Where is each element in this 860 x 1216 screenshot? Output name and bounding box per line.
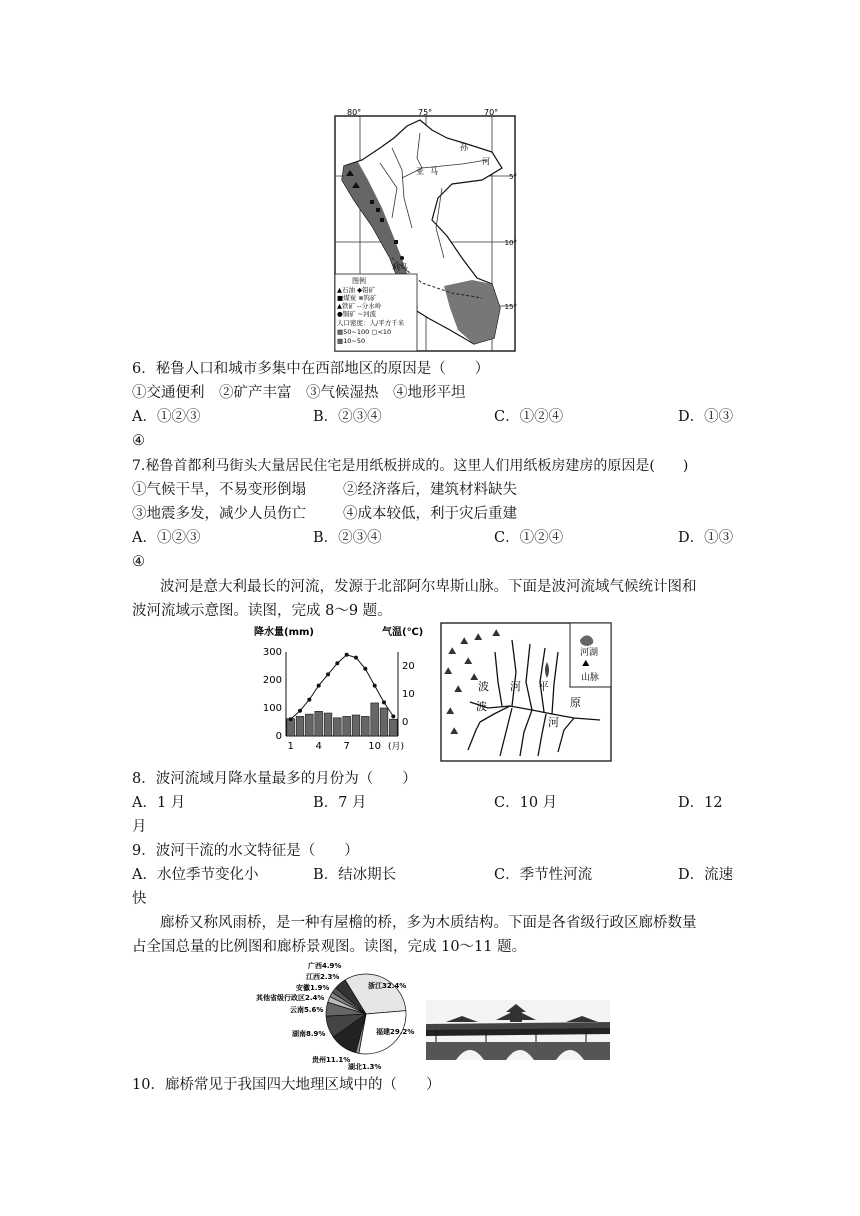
- q6-option-d[interactable]: D．①③: [678, 409, 734, 425]
- temp-tick-0: 0: [402, 717, 409, 728]
- po-legend-lake: 河湖: [580, 648, 599, 658]
- pie-label-jiangxi: 江西2.3%: [306, 973, 340, 981]
- temp-point-6: [335, 661, 339, 665]
- precip-bar-4: [315, 711, 323, 736]
- climate-ylabel-left: 降水量(mm): [254, 627, 314, 638]
- svg-text:⛰: ⛰: [470, 672, 479, 683]
- q8-option-b[interactable]: B．7 月: [313, 795, 367, 811]
- po-label-4: 原: [570, 696, 581, 709]
- q6-stem: 6．秘鲁人口和城市多集中在西部地区的原因是（ ）: [132, 361, 490, 377]
- bridge-intro-line1: 廊桥又称风雨桥，是一种有屋檐的桥，多为木质结构。下面是各省级行政区廊桥数量: [160, 915, 697, 931]
- q9-option-d-wrap: 快: [132, 891, 147, 907]
- po-climate-chart: [248, 622, 433, 762]
- pie-label-guizhou: 贵州11.1%: [312, 1056, 351, 1064]
- covered-bridge-photo: [426, 1000, 610, 1060]
- q7-stem: 7.秘鲁首都利马街头大量居民住宅是用纸板拼成的。这里人们用纸板房建房的原因是( ): [132, 458, 689, 474]
- po-label-1: 波: [478, 680, 489, 693]
- peru-map: [332, 108, 518, 354]
- q6-option-b[interactable]: B．②③④: [313, 409, 382, 425]
- svg-text:⛰: ⛰: [444, 666, 453, 677]
- legend-density-title: 人口密度：人/平方千米: [337, 319, 405, 327]
- pie-label-hunan: 湖南8.9%: [292, 1030, 326, 1038]
- temp-tick-10: 10: [402, 689, 415, 700]
- climate-chart-svg: [248, 622, 433, 762]
- q6-option-c[interactable]: C．①②④: [494, 409, 564, 425]
- legend-item-3: ▲铁矿 --分水岭: [337, 302, 382, 310]
- temp-point-5: [326, 672, 330, 676]
- legend-item-4: ●铜矿 ~河流: [337, 310, 377, 318]
- q7-choice-4: ④成本较低，利于灾后重建: [343, 506, 517, 522]
- pie-label-fujian: 福建29.2%: [376, 1028, 415, 1036]
- po-label-3: 平: [538, 680, 549, 693]
- temp-point-3: [307, 698, 311, 702]
- po-label-2: 河: [510, 680, 521, 693]
- q9-option-b[interactable]: B．结冰期长: [313, 867, 397, 883]
- peru-map-svg: [332, 108, 518, 354]
- river-char-ya: 亚: [416, 167, 424, 176]
- bridge-intro-line2: 占全国总量的比例图和廊桥景观图。读图，完成 10～11 题。: [132, 939, 527, 955]
- po-basin-map-svg: [440, 622, 612, 762]
- precip-bar-3: [305, 714, 313, 736]
- precip-tick-100: 100: [262, 703, 282, 714]
- pie-label-zhejiang: 浙江32.4%: [368, 982, 407, 990]
- month-tick-4: 4: [315, 741, 322, 752]
- temp-point-2: [298, 709, 302, 713]
- river-char-ma: 马: [430, 167, 438, 176]
- po-intro-line1: 波河是意大利最长的河流，发源于北部阿尔卑斯山脉。下面是波河流域气候统计图和: [160, 579, 697, 595]
- q7-option-a[interactable]: A．①②③: [132, 530, 201, 546]
- legend-density-1: ▦50~100 ▢<10: [337, 328, 392, 336]
- q9-option-a[interactable]: A．水位季节变化小: [132, 867, 259, 883]
- po-label-5: 波: [476, 700, 487, 713]
- pie-label-guangxi: 广西4.9%: [308, 962, 342, 970]
- po-label-6: 河: [548, 716, 559, 729]
- precip-tick-300: 300: [262, 647, 282, 658]
- svg-text:⛰: ⛰: [464, 656, 473, 667]
- temp-point-8: [354, 656, 358, 660]
- q10-stem: 10．廊桥常见于我国四大地理区域中的（ ）: [132, 1077, 441, 1093]
- climate-xlabel: (月): [388, 742, 405, 752]
- lat-label-15: 15°: [504, 303, 517, 311]
- q7-choice-1: ①气候干旱，不易变形倒塌: [132, 482, 306, 498]
- q7-option-c[interactable]: C．①②④: [494, 530, 564, 546]
- q6-choices: ①交通便利 ②矿产丰富 ③气候湿热 ④地形平坦: [132, 385, 466, 401]
- temp-point-4: [317, 684, 321, 688]
- precip-bar-9: [361, 716, 369, 736]
- bridge-pie-chart: [252, 958, 424, 1070]
- climate-bars: [287, 703, 397, 736]
- po-intro-line2: 波河流域示意图。读图，完成 8～9 题。: [132, 603, 392, 619]
- lon-label-75: 75°: [418, 108, 433, 117]
- svg-text:⛰: ⛰: [454, 684, 463, 695]
- q8-stem: 8．波河流域月降水量最多的月份为（ ）: [132, 771, 417, 787]
- river-char-sun: 孙: [460, 143, 468, 152]
- precip-bar-10: [371, 703, 379, 736]
- mountain-icon: ⛰: [582, 659, 590, 669]
- legend-density-2: ▩10~50: [337, 337, 366, 345]
- temp-point-1: [289, 717, 293, 721]
- q8-option-d-wrap: 月: [132, 819, 147, 835]
- climate-line: [289, 653, 396, 721]
- q7-choice-3: ③地震多发，减少人员伤亡: [132, 506, 306, 522]
- temp-point-12: [391, 714, 395, 718]
- legend-item-1: ▲石油 ◆铅矿: [337, 286, 376, 294]
- temp-point-7: [345, 653, 349, 657]
- q7-option-b[interactable]: B．②③④: [313, 530, 382, 546]
- q7-option-d[interactable]: D．①③: [678, 530, 734, 546]
- svg-text:⛰: ⛰: [460, 636, 469, 647]
- precip-bar-2: [296, 716, 304, 736]
- q8-option-a[interactable]: A．1 月: [132, 795, 186, 811]
- month-tick-10: 10: [368, 741, 382, 752]
- precip-bar-8: [352, 715, 360, 736]
- svg-text:⛰: ⛰: [492, 628, 501, 639]
- precip-bar-6: [333, 718, 341, 736]
- precip-bar-5: [324, 713, 332, 736]
- temp-tick-20: 20: [402, 661, 415, 672]
- q8-option-d[interactable]: D．12: [678, 795, 723, 811]
- lat-label-10: 10°: [504, 239, 517, 247]
- legend-item-2: ■煤炭 ⊗钨矿: [337, 294, 377, 302]
- q9-option-d[interactable]: D．流速: [678, 867, 734, 883]
- river-char-he: 河: [482, 157, 490, 166]
- q6-option-a[interactable]: A．①②③: [132, 409, 201, 425]
- q8-option-c[interactable]: C．10 月: [494, 795, 558, 811]
- lon-label-70: 70°: [484, 108, 499, 117]
- q9-stem: 9．波河干流的水文特征是（ ）: [132, 843, 359, 859]
- precip-bar-7: [343, 716, 351, 736]
- q7-choice-2: ②经济落后，建筑材料缺失: [343, 482, 517, 498]
- po-legend-mountain: 山脉: [581, 673, 600, 683]
- temp-point-10: [373, 684, 377, 688]
- precip-bar-12: [389, 719, 397, 736]
- pie-label-other: 其他省级行政区2.4%: [256, 994, 325, 1002]
- bridge-pie-svg: [252, 958, 424, 1070]
- svg-text:⛰: ⛰: [450, 726, 459, 737]
- pie-label-hubei: 湖北1.3%: [348, 1063, 382, 1070]
- q7-option-d-wrap: ④: [132, 554, 145, 570]
- q6-option-d-wrap: ④: [132, 433, 145, 449]
- precip-bar-11: [380, 708, 388, 736]
- svg-text:⛰: ⛰: [448, 646, 457, 657]
- pie-label-anhui: 安徽1.9%: [296, 984, 330, 992]
- po-basin-map: [440, 622, 612, 762]
- precip-bar-1: [287, 719, 295, 736]
- city-lima: 利马: [392, 263, 408, 272]
- month-tick-1: 1: [287, 741, 294, 752]
- svg-text:⛰: ⛰: [474, 632, 483, 643]
- legend-title: 图例: [352, 277, 366, 285]
- bridge-photo-svg: [426, 1000, 610, 1060]
- pie-label-yunnan: 云南5.6%: [290, 1006, 324, 1014]
- svg-text:⛰: ⛰: [446, 706, 455, 717]
- q9-option-c[interactable]: C．季节性河流: [494, 867, 593, 883]
- precip-tick-0: 0: [275, 731, 282, 742]
- temp-point-9: [363, 667, 367, 671]
- temp-point-11: [382, 700, 386, 704]
- precip-tick-200: 200: [262, 675, 282, 686]
- month-tick-7: 7: [343, 741, 350, 752]
- lat-label-5: 5°: [509, 173, 517, 181]
- lon-label-80: 80°: [347, 108, 362, 117]
- climate-ylabel-right: 气温(℃): [382, 627, 424, 638]
